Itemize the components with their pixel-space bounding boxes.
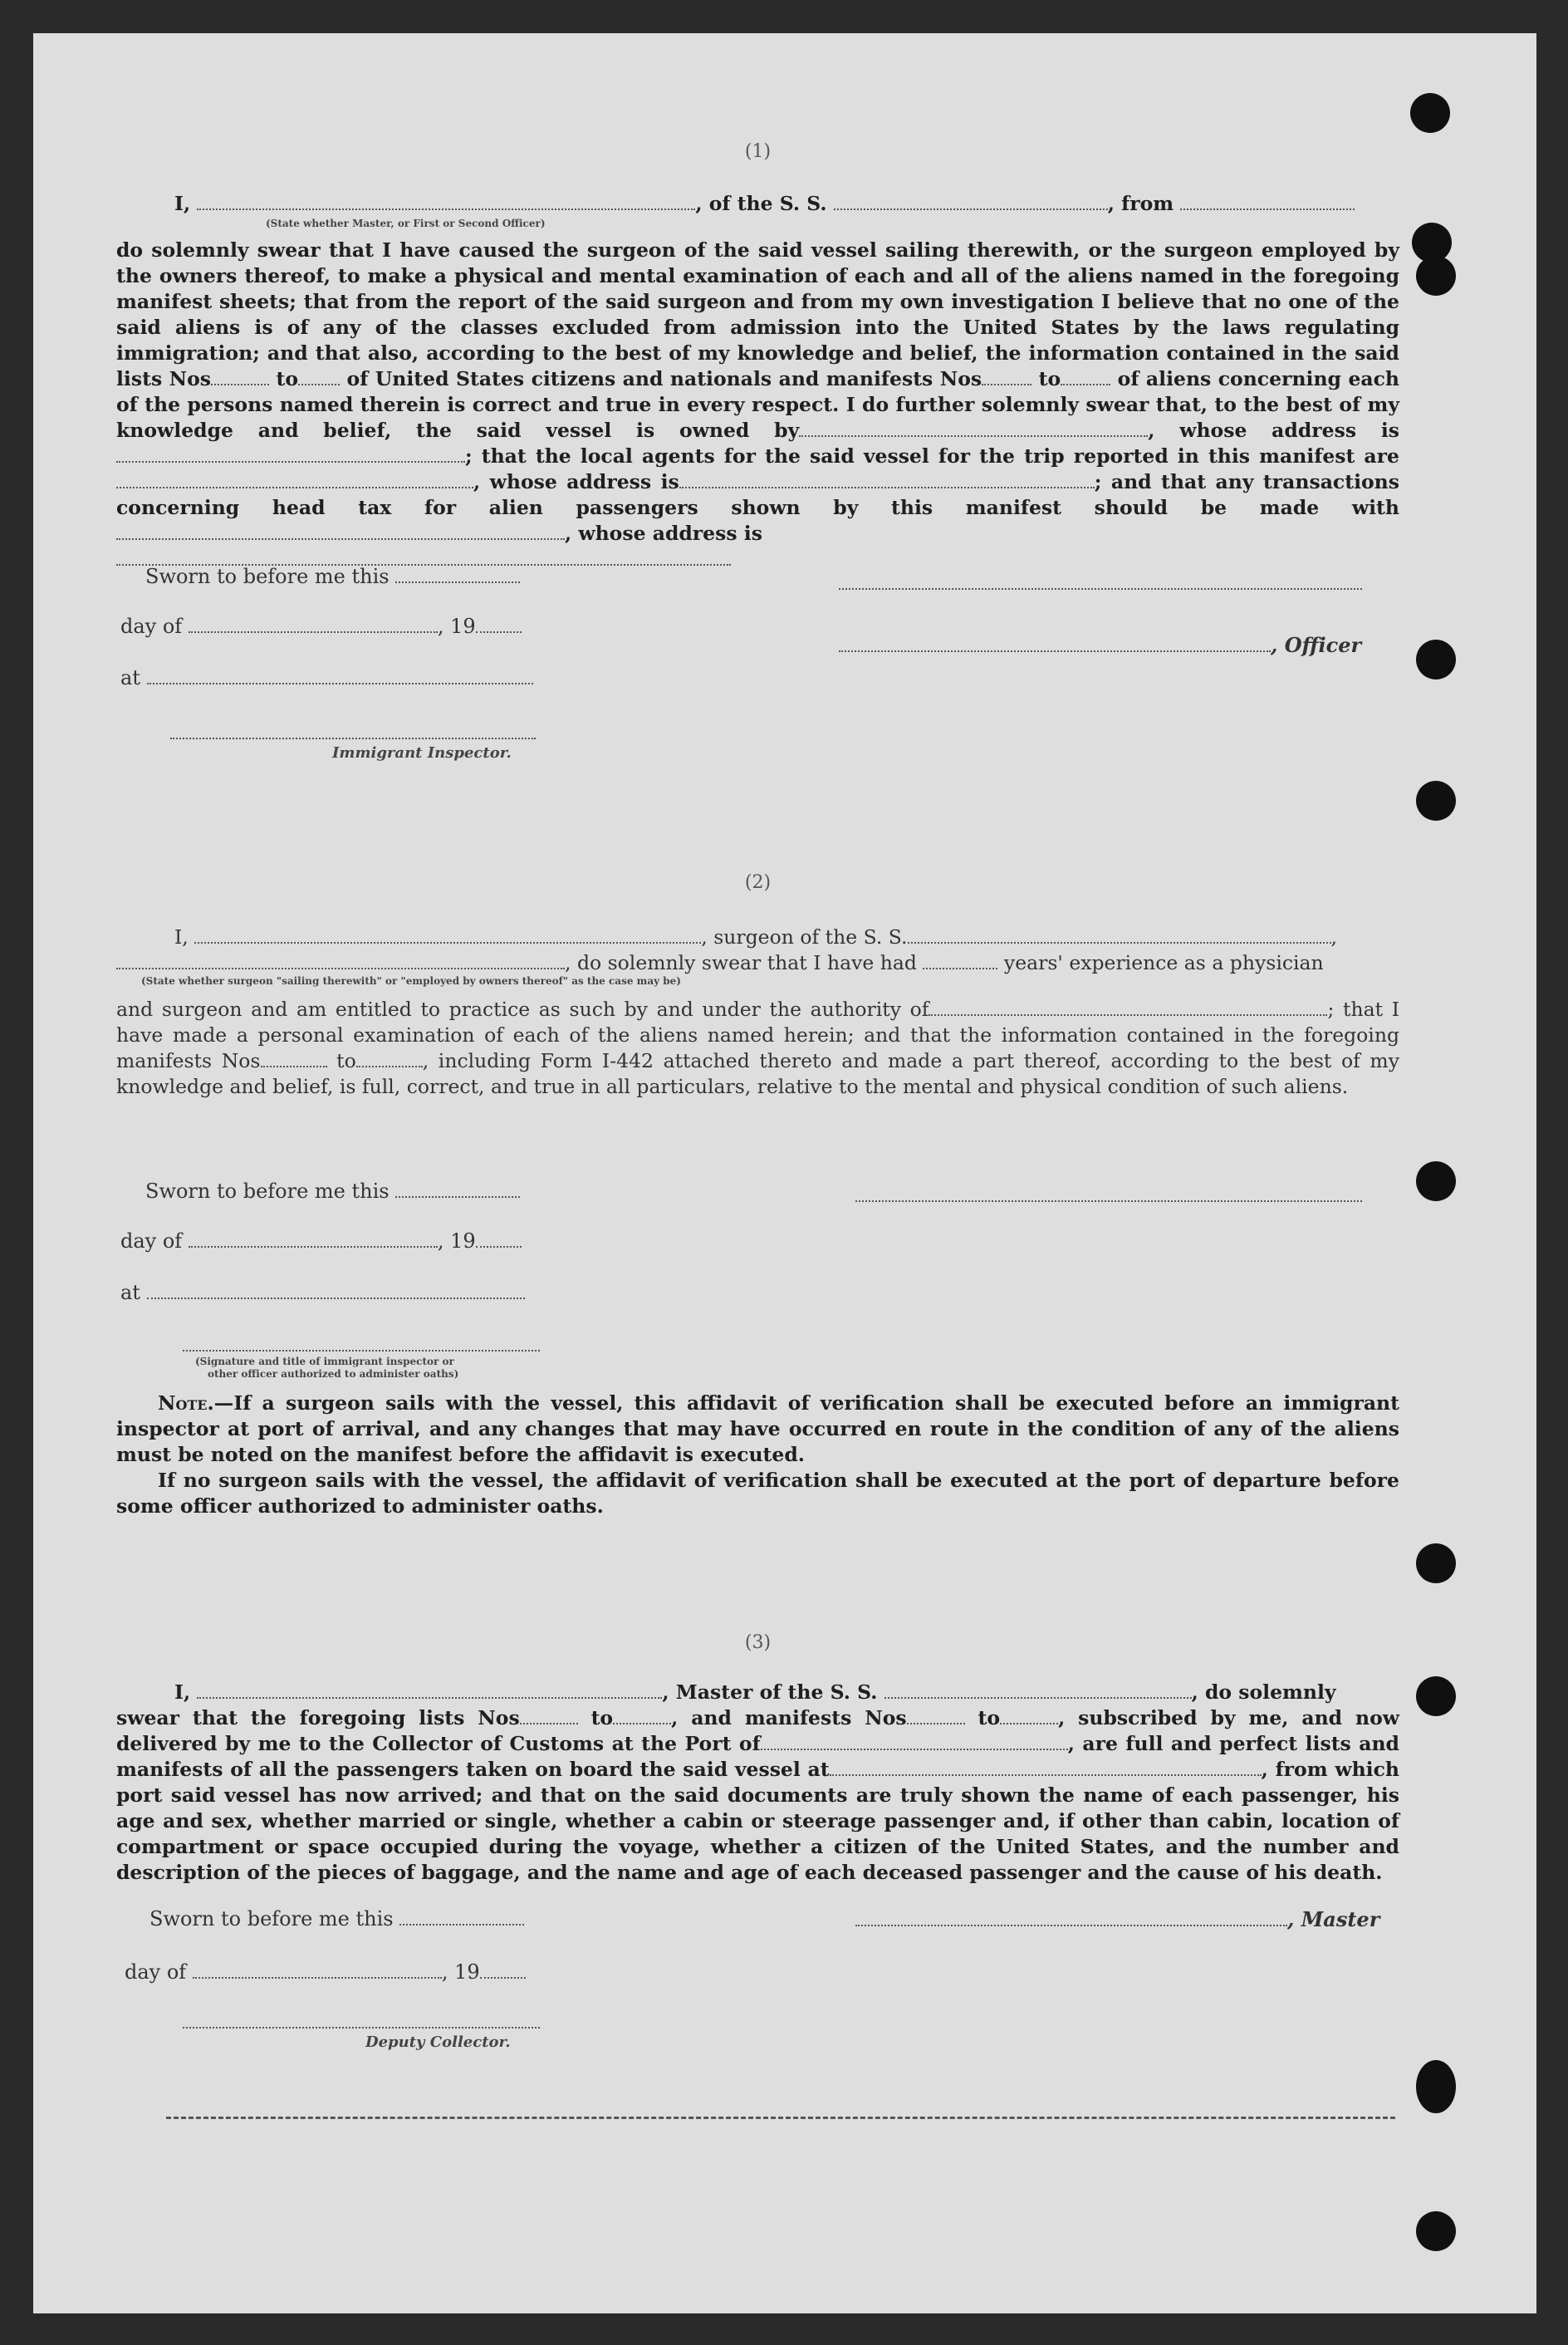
section-1-body: do solemnly swear that I have caused the surgeon of the said vessel sailing therewith, or the surgeon employed by the owners thereof, to make a physical and mental examination of each and all of the aliens named in the foregoing manifest sheets; that from the report of the said surgeon and from my own investigation I believe that no one of the said aliens is of any of the classes excluded from admission into the United States by the laws regulating immigration; and that also, according to the best of my knowledge and belief, the information contained in the said lists Nos to of United States citizens and nationals and manifests Nos to of aliens concerning each of the persons named therein is correct and true in every respect. I do further solemnly swear that, to the best of my knowledge and belief, the said vessel is owned by , whose address is; that the local agents for the said vessel for the trip reported in this manifest are, whose address is ; and that any transactions concerning head tax for alien passengers shown by this manifest should be made with, whose address is [116, 238, 1399, 572]
section-3-number: (3) [744, 1632, 772, 1653]
bottom-divider [166, 2117, 1395, 2119]
punch-hole [1416, 2060, 1456, 2113]
section-2-caption: (State whether surgeon "sailing therewith" or "employed by owners thereof" as the case may be) [141, 975, 681, 987]
sworn-line-1: Sworn to before me this [145, 565, 520, 588]
section-2-opening-line: I, , surgeon of the S. S. , [174, 925, 1338, 949]
form-page [33, 33, 1536, 2313]
section-1-number: (1) [744, 141, 772, 162]
day-of-line-1: day of , 19 [120, 615, 522, 638]
section-2-note: Note.—If a surgeon sails with the vessel, this affidavit of verification shall be executed before an immigrant inspector at port of arrival, and any changes that may have occurred en route in the condition of any of the aliens must be noted on the manifest before the affidavit is executed. [116, 1391, 1399, 1466]
sworn-line-2: Sworn to before me this [145, 1180, 520, 1203]
sworn-line-3: Sworn to before me this [149, 1907, 524, 1930]
punch-hole [1416, 1676, 1456, 1716]
punch-hole [1416, 640, 1456, 679]
surgeon-signature-line [855, 1200, 1362, 1202]
punch-hole [1410, 93, 1450, 133]
inspector-signature-line [170, 738, 536, 739]
section-1-caption: (State whether Master, or First or Second Officer) [266, 218, 546, 229]
section-2-sig-caption-2: other officer authorized to administer oaths) [208, 1368, 459, 1380]
section-2-body: and surgeon and am entitled to practice as such by and under the authority of ; that I have made a personal examination of each of the aliens named herein; and that the information contained in the foregoing manifests Nos to , including Form I-442 attached thereto and made a part thereof, according to the best of my knowledge and belief, is full, correct, and true in all particulars, relative to the mental and physical condition of such aliens. [116, 998, 1399, 1098]
section-2-inspector-signature-line [183, 1350, 540, 1352]
punch-hole [1416, 256, 1456, 296]
master-line: , Master [855, 1907, 1379, 1931]
at-line-2: at [120, 1281, 525, 1304]
punch-hole [1416, 1543, 1456, 1583]
section-2-swear-line: , do solemnly swear that I have had years' experience as a physician [116, 950, 1399, 976]
section-3-opening-line: I, , Master of the S. S. , do solemnly [174, 1680, 1336, 1704]
at-line-1: at [120, 666, 533, 689]
officer-signature-line [839, 588, 1362, 590]
section-2-note-2: If no surgeon sails with the vessel, the affidavit of verification shall be executed at the port of departure before some officer authorized to administer oaths. [116, 1469, 1399, 1518]
section-1-opening-line: I, , of the S. S. , from [116, 191, 1399, 217]
day-of-line-3: day of , 19 [125, 1960, 526, 1984]
day-of-line-2: day of , 19 [120, 1229, 522, 1253]
deputy-signature-line [183, 2027, 540, 2029]
punch-hole [1416, 1161, 1456, 1201]
section-3-body: swear that the foregoing lists Nos to , and manifests Nos to , subscribed by me, and now delivered by me to the Collector of Customs at the Port of , are full and perfect lists and manifests of all the passengers taken on board the said vessel at , from which port said vessel has now arrived; and that on the said documents are truly shown the name of each passenger, his age and sex, whether married or single, whether a cabin or steerage passenger and, if other than cabin, location of compartment or space occupied during the voyage, whether a citizen of the United States, and the number and description of the pieces of baggage, and the name and age of each deceased passenger and the cause of his death. [116, 1706, 1399, 1884]
inspector-caption: Immigrant Inspector. [332, 744, 512, 762]
section-2-sig-caption-1: (Signature and title of immigrant inspector or [195, 1356, 454, 1367]
punch-hole [1416, 2211, 1456, 2251]
punch-hole [1416, 781, 1456, 821]
officer-line: , Officer [839, 633, 1361, 657]
section-2-number: (2) [744, 872, 772, 893]
deputy-caption: Deputy Collector. [365, 2033, 511, 2051]
